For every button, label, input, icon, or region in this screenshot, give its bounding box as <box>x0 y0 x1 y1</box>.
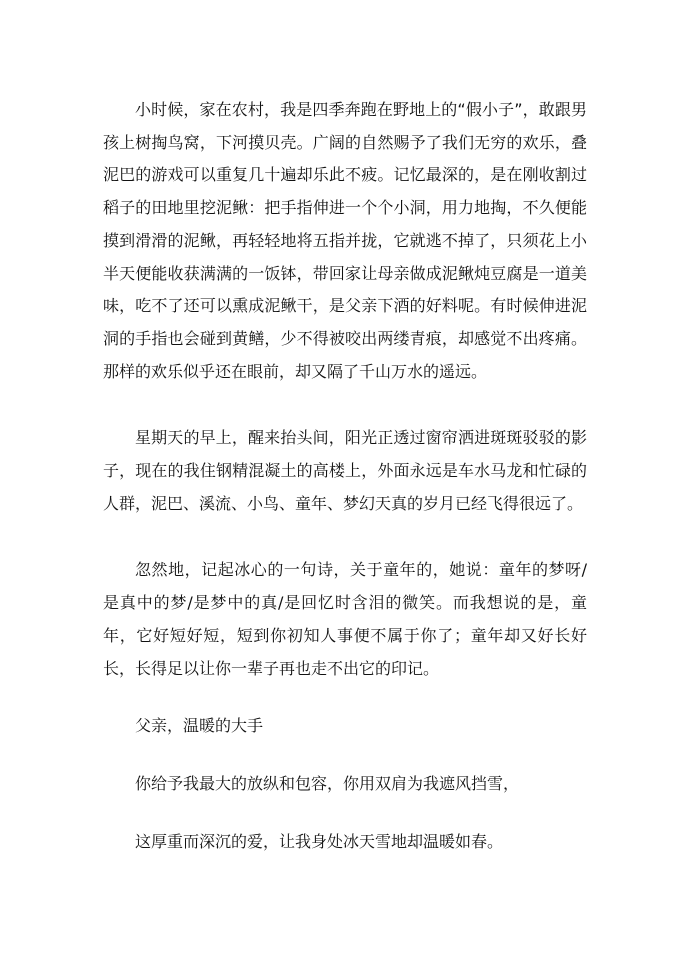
paragraph-father-love: 这厚重而深沉的爱，让我身处冰天雪地却温暖如春。 <box>135 831 504 851</box>
paragraph-father-shoulders: 你给予我最大的放纵和包容，你用双肩为我遮风挡雪， <box>135 773 520 793</box>
document-body <box>103 94 587 858</box>
section-heading-father: 父亲，温暖的大手 <box>135 716 264 736</box>
paragraph-sunday-morning: 星期天的早上，醒来抬头间，阳光正透过窗帘洒进斑斑驳驳的影子，现在的我住钢精混凝土的高楼上，外面永远是车水马龙和忙碌的人群，泥巴、溪流、小鸟、童年、梦幻天真的岁月已经飞得很远了。 <box>103 428 587 513</box>
paragraph-childhood-countryside: 小时候，家在农村，我是四季奔跑在野地上的“假小子”，敢跟男孩上树掏鸟窝，下河摸贝壳。广阔的自然赐予了我们无穷的欢乐，叠泥巴的游戏可以重复几十遍却乐此不疲。记忆最深的，是在刚收割过稻子的田地里挖泥鳅：把手指伸进一个个小洞，用力地掏，不久便能摸到滑滑的泥鳅，再轻轻地将五指并拢，它就逃不掉了，只须花上小半天便能收获满满的一饭钵，带回家让母亲做成泥鳅炖豆腐是一道美味，吃不了还可以熏成泥鳅干，是父亲下酒的好料呢。有时候伸进泥洞的手指也会碰到黄鳝，少不得被咬出两缕青痕，却感觉不出疼痛。那样的欢乐似乎还在眼前，却又隔了千山万水的遥远。 <box>103 100 587 381</box>
paragraph-bingxin-poem: 忽然地，记起冰心的一句诗，关于童年的，她说：童年的梦呀/是真中的梦/是梦中的真/是回忆时含泪的微笑。而我想说的是，童年，它好短好短，短到你初知人事便不属于你了；童年却又好长好长，长得足以让你一辈子再也走不出它的印记。 <box>103 560 587 678</box>
